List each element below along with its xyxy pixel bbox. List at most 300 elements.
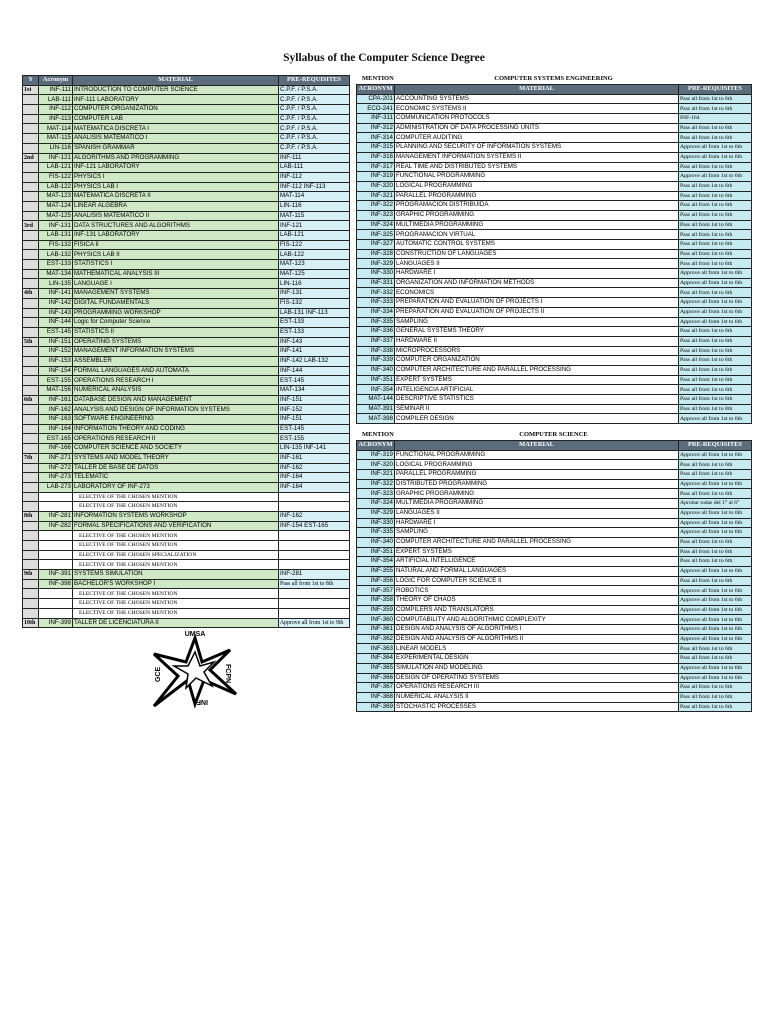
acronym-cell: [39, 492, 73, 502]
systems-engineering-section: [356, 75, 751, 424]
table-row: [357, 249, 752, 259]
semester-cell: [23, 327, 39, 337]
acronym-cell: INF-332: [357, 288, 395, 298]
prereq-cell: Approve all from 1st to 6th: [679, 414, 752, 424]
prereq-cell: Approve all from 1st to 6th: [679, 450, 752, 460]
material-cell: INF-121 LABORATORY: [73, 163, 279, 173]
semester-cell: 3rd: [23, 221, 39, 231]
table-row: [23, 269, 350, 279]
table-row: [23, 211, 350, 221]
acronym-cell: INF-321: [357, 191, 395, 201]
acronym-cell: INF-319: [357, 172, 395, 182]
table-row: [23, 221, 350, 231]
page-title: Syllabus of the Computer Science Degree: [283, 52, 485, 64]
table-row: [357, 346, 752, 356]
table-row: [357, 404, 752, 414]
acronym-cell: MAT-144: [357, 395, 395, 405]
material-cell: ELECTIVE OF THE CHOSEN MENTION: [73, 608, 279, 618]
table-row: [357, 663, 752, 673]
table-row: [357, 278, 752, 288]
table-row: [23, 395, 350, 405]
prereq-cell: Approve all from 1st to 6th: [679, 269, 752, 279]
table-row: [23, 599, 350, 609]
table-row: [23, 511, 350, 521]
prereq-cell: C.P.F. / P.S.A.: [279, 124, 350, 134]
material-cell: PREPARATION AND EVALUATION OF PROJECTS I: [395, 298, 679, 308]
table-row: [357, 692, 752, 702]
table-row: [357, 450, 752, 460]
prereq-cell: Pass all from 1st to 6th: [679, 240, 752, 250]
table-row: [23, 337, 350, 347]
prereq-cell: C.P.F. / P.S.A.: [279, 85, 350, 95]
acronym-cell: INF-354: [357, 557, 395, 567]
table-row: [23, 163, 350, 173]
material-cell: PHYSICS I: [73, 172, 279, 182]
acronym-cell: INF-111: [39, 85, 73, 95]
table-row: [23, 347, 350, 357]
prereq-cell: Pass all from 1st to 6th: [679, 288, 752, 298]
table-row: [357, 307, 752, 317]
header-semester: S: [23, 76, 39, 86]
logo-text-left: GCE: [155, 666, 162, 682]
material-cell: MATHEMATICAL ANALYSIS III: [73, 269, 279, 279]
semester-cell: [23, 250, 39, 260]
table-row: [357, 576, 752, 586]
material-cell: ECONOMIC SYSTEMS II: [395, 104, 679, 114]
semester-cell: 10th: [23, 618, 39, 628]
material-cell: MATEMATICA DISCRETA I: [73, 124, 279, 134]
prereq-cell: INF-112: [279, 172, 350, 182]
acronym-cell: MAT-124: [39, 201, 73, 211]
prereq-cell: EST-155: [279, 434, 350, 444]
prereq-cell: LIN-135 INF-141: [279, 444, 350, 454]
table-row: [23, 201, 350, 211]
material-cell: PARALLEL PROGRAMMING: [395, 470, 679, 480]
prereq-cell: Pass all from 1st to 6th: [679, 644, 752, 654]
acronym-cell: INF-335: [357, 317, 395, 327]
prereq-cell: Pass all from 1st to 6th: [679, 375, 752, 385]
header-acronym: ACRONYM: [358, 85, 393, 93]
table-row: [23, 541, 350, 551]
semester-cell: [23, 405, 39, 415]
prereq-cell: EST-145: [279, 424, 350, 434]
logo-text-top: UMSA: [184, 631, 206, 638]
prereq-cell: Approve all from 1st to 6th: [679, 172, 752, 182]
material-cell: LANGUAGES II: [395, 259, 679, 269]
acronym-cell: ECO-241: [357, 104, 395, 114]
acronym-cell: INF-141: [39, 289, 73, 299]
semester-cell: [23, 318, 39, 328]
table-row: [357, 336, 752, 346]
acronym-cell: [39, 502, 73, 512]
acronym-cell: INF-364: [357, 654, 395, 664]
table-row: [23, 318, 350, 328]
acronym-cell: LIN-135: [39, 279, 73, 289]
table-row: [357, 654, 752, 664]
prereq-cell: Pass all from 1st to 6th: [679, 327, 752, 337]
acronym-cell: INF-112: [39, 105, 73, 115]
material-cell: LANGUAGE I: [73, 279, 279, 289]
prereq-cell: INF-154 EST-165: [279, 521, 350, 531]
acronym-cell: INF-152: [39, 347, 73, 357]
acronym-cell: INF-164: [39, 424, 73, 434]
semester-cell: [23, 211, 39, 221]
acronym-cell: INF-324: [357, 499, 395, 509]
acronym-cell: INF-338: [357, 346, 395, 356]
table-row: [357, 489, 752, 499]
table-row: [23, 386, 350, 396]
faculty-logo: [140, 628, 250, 710]
prereq-cell: INF-141: [279, 347, 350, 357]
prereq-cell: Pass all from 1st to 6th: [679, 547, 752, 557]
acronym-cell: MAT-134: [39, 269, 73, 279]
material-cell: EXPERT SYSTEMS: [395, 375, 679, 385]
material-cell: SPANISH GRAMMAR: [73, 143, 279, 153]
material-cell: PARALLEL PROGRAMMING: [395, 191, 679, 201]
acronym-cell: MAT-115: [39, 134, 73, 144]
acronym-cell: INF-316: [357, 152, 395, 162]
material-cell: HARDWARE II: [395, 336, 679, 346]
material-cell: LOGICAL PROGRAMMING: [395, 460, 679, 470]
prereq-cell: INF-121: [279, 221, 350, 231]
material-cell: NUMERICAL ANALYSIS: [73, 386, 279, 396]
table-row: [357, 220, 752, 230]
prereq-cell: Aprobar todas del 1° al 6°: [679, 499, 752, 509]
semester-cell: [23, 386, 39, 396]
table-row: [357, 210, 752, 220]
material-cell: PROGRAMACION VIRTUAL: [395, 230, 679, 240]
table-row: [357, 152, 752, 162]
acronym-cell: INF-273: [39, 473, 73, 483]
material-cell: ELECTIVE OF THE CHOSEN MENTION: [73, 599, 279, 609]
table-row: [357, 201, 752, 211]
table-row: [357, 499, 752, 509]
prereq-cell: Pass all from 1st to 6th: [679, 365, 752, 375]
table-row: [357, 615, 752, 625]
material-cell: MANAGEMENT INFORMATION SYSTEMS II: [395, 152, 679, 162]
acronym-cell: INF-319: [357, 450, 395, 460]
acronym-cell: [39, 541, 73, 551]
material-cell: SOFTWARE ENGINEERING: [73, 415, 279, 425]
material-cell: GRAPHIC PROGRAMMING: [395, 489, 679, 499]
material-cell: ARTIFICIAL INTELLIGENCE: [395, 557, 679, 567]
material-cell: Logic for Computer Science: [73, 318, 279, 328]
material-cell: LINEAR MODELS: [395, 644, 679, 654]
semester-cell: [23, 105, 39, 115]
acronym-cell: CPA-201: [357, 94, 395, 104]
acronym-cell: LAB-131: [39, 231, 73, 241]
acronym-cell: INF-113: [39, 114, 73, 124]
table-row: [23, 618, 350, 628]
acronym-cell: INF-360: [357, 615, 395, 625]
acronym-cell: INF-131: [39, 221, 73, 231]
acronym-cell: EST-165: [39, 434, 73, 444]
table-row: [23, 531, 350, 541]
semester-cell: 8th: [23, 511, 39, 521]
acronym-cell: INF-337: [357, 336, 395, 346]
table-row: [357, 644, 752, 654]
prereq-cell: [279, 492, 350, 502]
table-row: [23, 366, 350, 376]
table-row: [23, 172, 350, 182]
acronym-cell: INF-328: [357, 249, 395, 259]
semester-cell: [23, 560, 39, 570]
prereq-cell: Pass all from 1st to 6th: [679, 576, 752, 586]
table-row: [357, 528, 752, 538]
prereq-cell: Pass all from 1st to 6th: [679, 470, 752, 480]
acronym-cell: [39, 608, 73, 618]
material-cell: CONSTRUCTION OF LANGUAGES: [395, 249, 679, 259]
semester-cell: [23, 579, 39, 589]
material-cell: INF-131 LABORATORY: [73, 231, 279, 241]
table-row: [357, 557, 752, 567]
material-cell: ACCOUNTING SYSTEMS: [395, 94, 679, 104]
prereq-cell: Pass all from 1st to 6th: [679, 702, 752, 712]
material-cell: INFORMATION SYSTEMS WORKSHOP: [73, 511, 279, 521]
prereq-cell: Approve all from 1st to 6th: [679, 528, 752, 538]
prereq-cell: FIS-132: [279, 298, 350, 308]
material-cell: LOGIC FOR COMPUTER SCIENCE II: [395, 576, 679, 586]
acronym-cell: INF-367: [357, 683, 395, 693]
acronym-cell: MAT-398: [357, 414, 395, 424]
acronym-cell: LAB-122: [39, 182, 73, 192]
semester-cell: 4th: [23, 289, 39, 299]
table-row: [23, 473, 350, 483]
table-row: [357, 123, 752, 133]
table-row: [357, 288, 752, 298]
table-row: [23, 95, 350, 105]
table-row: [23, 424, 350, 434]
mention-name: COMPUTER SYSTEMS ENGINEERING: [494, 75, 613, 82]
semester-cell: [23, 240, 39, 250]
table-row: [23, 85, 350, 95]
acronym-cell: INF-281: [39, 511, 73, 521]
prereq-cell: INF-131: [279, 289, 350, 299]
prereq-cell: Approve all from 1st to 6th: [679, 615, 752, 625]
acronym-cell: INF-368: [357, 692, 395, 702]
material-cell: OPERATIONS RESEARCH I: [73, 376, 279, 386]
prereq-cell: Pass all from 1st to 6th: [679, 336, 752, 346]
material-cell: GRAPHIC PROGRAMMING: [395, 210, 679, 220]
prereq-cell: FIS-122: [279, 240, 350, 250]
acronym-cell: INF-153: [39, 356, 73, 366]
acronym-cell: INF-161: [39, 395, 73, 405]
table-row: [357, 518, 752, 528]
material-cell: INF-111 LABORATORY: [73, 95, 279, 105]
acronym-cell: LIN-116: [39, 143, 73, 153]
acronym-cell: INF-398: [39, 579, 73, 589]
acronym-cell: INF-312: [357, 123, 395, 133]
material-cell: EXPERT SYSTEMS: [395, 547, 679, 557]
table-row: [23, 502, 350, 512]
material-cell: MULTIMEDIA PROGRAMMING: [395, 220, 679, 230]
prereq-cell: Approve all from 1st to 6th: [679, 278, 752, 288]
acronym-cell: LAB-273: [39, 482, 73, 492]
semester-cell: [23, 356, 39, 366]
table-row: [357, 634, 752, 644]
prereq-cell: Pass all from 1st to 6th: [679, 692, 752, 702]
acronym-cell: EST-133: [39, 260, 73, 270]
prereq-cell: INF-142 LAB-132: [279, 356, 350, 366]
material-cell: ELECTIVE OF THE CHOSEN MENTION: [73, 492, 279, 502]
semester-cell: [23, 279, 39, 289]
table-row: [23, 124, 350, 134]
material-cell: MICROPROCESSORS: [395, 346, 679, 356]
table-row: [23, 405, 350, 415]
table-row: [357, 414, 752, 424]
material-cell: NUMERICAL ANALYSIS II: [395, 692, 679, 702]
table-row: [357, 317, 752, 327]
material-cell: DESIGN AND ANALYSIS OF ALGORITHMS II: [395, 634, 679, 644]
prereq-cell: Approve all from 1st to 6th: [679, 508, 752, 518]
prereq-cell: LAB-122: [279, 250, 350, 260]
prereq-cell: [279, 599, 350, 609]
semester-cell: [23, 172, 39, 182]
material-cell: PREPARATION AND EVALUATION OF PROJECTS II: [395, 307, 679, 317]
prereq-cell: INF-162: [279, 511, 350, 521]
acronym-cell: MAT-156: [39, 386, 73, 396]
prereq-cell: Approve all from 1st to 6th: [679, 634, 752, 644]
prereq-cell: Approve all from 1st to 6th: [679, 518, 752, 528]
acronym-cell: INF-334: [357, 307, 395, 317]
material-cell: DESCRIPTIVE STATISTICS: [395, 395, 679, 405]
table-row: [23, 434, 350, 444]
semester-cell: [23, 95, 39, 105]
header-material: MATERIAL: [395, 441, 679, 451]
acronym-cell: INF-322: [357, 201, 395, 211]
table-row: [23, 327, 350, 337]
prereq-cell: INF-144: [279, 366, 350, 376]
prereq-cell: [279, 531, 350, 541]
prereq-cell: INF-112 INF-113: [279, 182, 350, 192]
prereq-cell: INF-164: [679, 114, 752, 124]
table-row: [23, 608, 350, 618]
prereq-cell: Pass all from 1st to 6th: [679, 537, 752, 547]
table-row: [23, 279, 350, 289]
prereq-cell: C.P.F. / P.S.A.: [279, 95, 350, 105]
table-header: [357, 441, 752, 451]
prereq-cell: Pass all from 1st to 6th: [679, 210, 752, 220]
prereq-cell: EST-133: [279, 318, 350, 328]
prereq-cell: [279, 608, 350, 618]
acronym-cell: INF-317: [357, 162, 395, 172]
material-cell: MATEMATICA DISCRETA II: [73, 192, 279, 202]
table-header: [357, 85, 752, 95]
prereq-cell: INF-111: [279, 153, 350, 163]
table-row: [357, 259, 752, 269]
prereq-cell: Approve all from 1st to 6th: [679, 152, 752, 162]
semester-cell: [23, 589, 39, 599]
material-cell: REAL TIME AND DISTRIBUTED SYSTEMS: [395, 162, 679, 172]
acronym-cell: INF-361: [357, 625, 395, 635]
table-row: [357, 605, 752, 615]
acronym-cell: INF-339: [357, 356, 395, 366]
header-material: MATERIAL: [73, 76, 279, 86]
prereq-cell: Pass all from 1st to 6th: [679, 249, 752, 259]
acronym-cell: INF-358: [357, 596, 395, 606]
acronym-cell: INF-359: [357, 605, 395, 615]
semester-cell: [23, 308, 39, 318]
acronym-cell: INF-320: [357, 460, 395, 470]
material-cell: ROBOTICS: [395, 586, 679, 596]
acronym-cell: EST-155: [39, 376, 73, 386]
semester-cell: [23, 531, 39, 541]
material-cell: COMPUTER LAB: [73, 114, 279, 124]
material-cell: INTELIGENCIA ARTIFICIAL: [395, 385, 679, 395]
prereq-cell: Pass all from 1st to 6th: [679, 356, 752, 366]
material-cell: COMPUTER ORGANIZATION: [395, 356, 679, 366]
mention-name: COMPUTER SCIENCE: [519, 431, 588, 438]
material-cell: COMPUTER ARCHITECTURE AND PARALLEL PROCESSING: [395, 537, 679, 547]
acronym-cell: INF-323: [357, 210, 395, 220]
prereq-cell: Pass all from 1st to 6th: [679, 460, 752, 470]
material-cell: LABORATORY OF INF-273: [73, 482, 279, 492]
acronym-cell: INF-327: [357, 240, 395, 250]
material-cell: PLANNING AND SECURITY OF INFORMATION SYSTEMS: [395, 143, 679, 153]
acronym-cell: INF-329: [357, 508, 395, 518]
material-cell: TALLER DE LICENCIATURA II: [73, 618, 279, 628]
acronym-cell: INF-356: [357, 576, 395, 586]
semester-cell: [23, 163, 39, 173]
acronym-cell: INF-363: [357, 644, 395, 654]
prereq-cell: MAT-115: [279, 211, 350, 221]
acronym-cell: INF-142: [39, 298, 73, 308]
prereq-cell: LAB-111: [279, 163, 350, 173]
prereq-cell: LAB-121: [279, 231, 350, 241]
material-cell: STATISTICS II: [73, 327, 279, 337]
table-row: [357, 395, 752, 405]
prereq-cell: Pass all from 1st to 6th: [679, 181, 752, 191]
acronym-cell: [39, 560, 73, 570]
material-cell: DATABASE DESIGN AND MANAGEMENT: [73, 395, 279, 405]
logo-text-right: FCPN: [224, 664, 231, 684]
table-row: [357, 133, 752, 143]
prereq-cell: LIN-116: [279, 279, 350, 289]
table-row: [357, 298, 752, 308]
semester-cell: [23, 492, 39, 502]
table-row: [357, 240, 752, 250]
material-cell: PHYSICS LAB I: [73, 182, 279, 192]
acronym-cell: INF-369: [357, 702, 395, 712]
acronym-cell: INF-399: [39, 618, 73, 628]
semester-cell: [23, 182, 39, 192]
prereq-cell: Pass all from 1st to 8th: [279, 579, 350, 589]
main-syllabus-table: [22, 75, 349, 628]
table-row: [357, 673, 752, 683]
material-cell: ELECTIVE OF THE CHOSEN MENTION: [73, 541, 279, 551]
table-row: [23, 114, 350, 124]
table-row: [23, 182, 350, 192]
material-cell: COMPUTER SCIENCE AND SOCIETY: [73, 444, 279, 454]
prereq-cell: INF-151: [279, 415, 350, 425]
prereq-cell: Pass all from 1st to 6th: [679, 104, 752, 114]
acronym-cell: [39, 531, 73, 541]
material-cell: ORGANIZATION AND INFORMATION METHODS: [395, 278, 679, 288]
semester-cell: [23, 124, 39, 134]
material-cell: COMMUNICATION PROTOCOLS: [395, 114, 679, 124]
material-cell: COMPUTER ARCHITECTURE AND PARALLEL PROCESSING: [395, 365, 679, 375]
table-row: [23, 463, 350, 473]
prereq-cell: LAB-131 INF-113: [279, 308, 350, 318]
acronym-cell: FIS-122: [39, 172, 73, 182]
acronym-cell: INF-143: [39, 308, 73, 318]
acronym-cell: INF-330: [357, 518, 395, 528]
material-cell: SAMPLING: [395, 317, 679, 327]
acronym-cell: INF-162: [39, 405, 73, 415]
header-acronym: Acronym: [39, 76, 73, 86]
header-material: MATERIAL: [395, 85, 679, 95]
semester-cell: [23, 201, 39, 211]
